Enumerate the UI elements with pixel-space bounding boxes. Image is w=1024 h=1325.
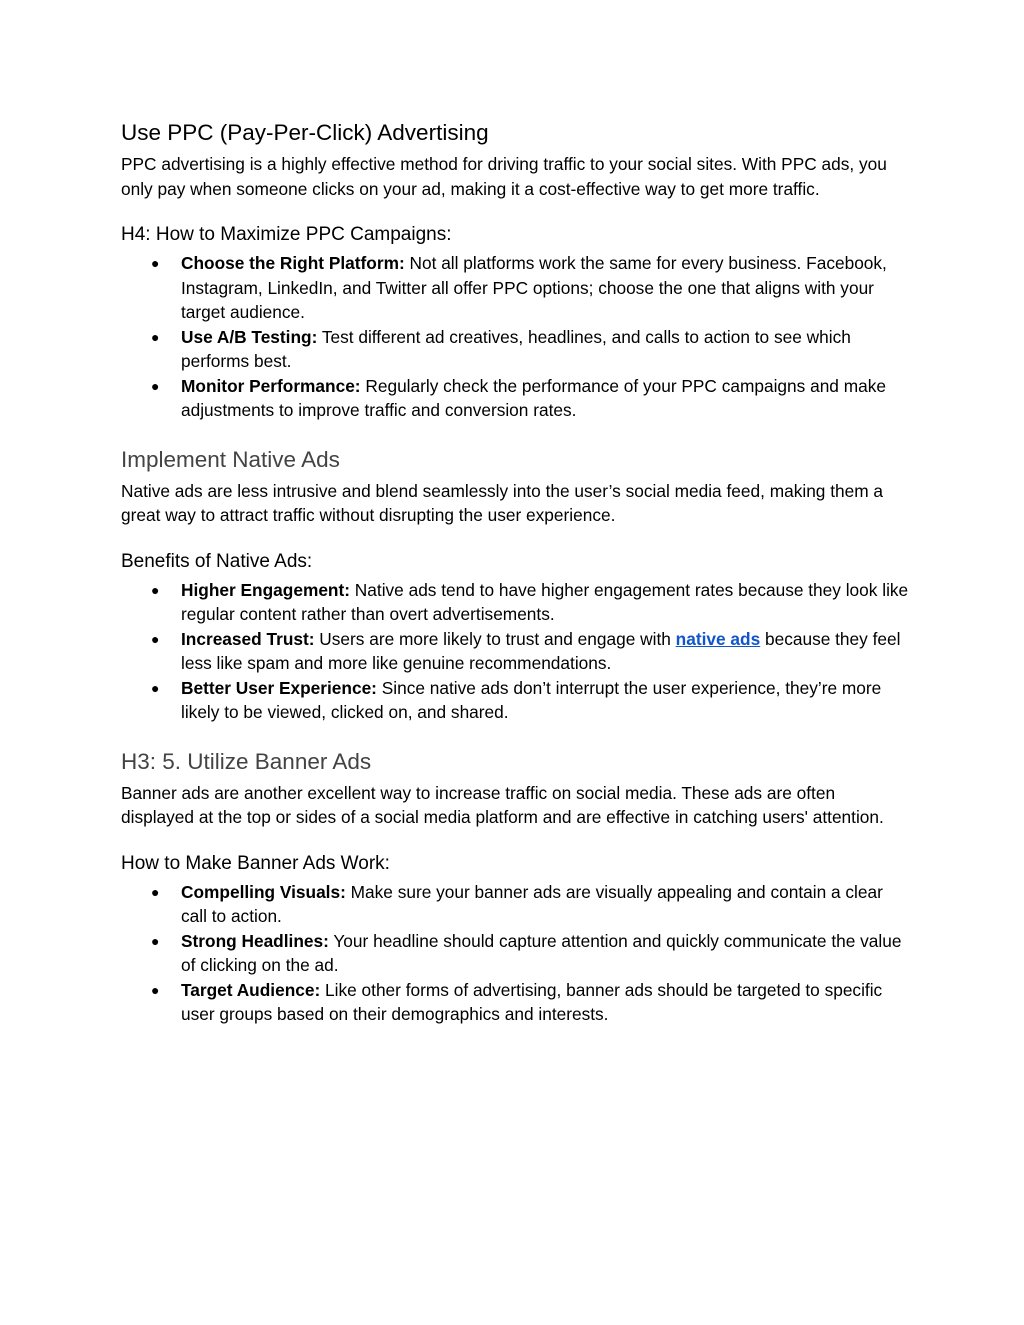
section-paragraph-banner-ads: Banner ads are another excellent way to increase traffic on social media. These ads are often displayed at the top or sides of a social media platform and are effective in catching users' attention. bbox=[121, 782, 884, 827]
bullet-icon: ● bbox=[151, 328, 160, 345]
item-text: Make sure your banner ads are visually appealing and contain a clear call to action. bbox=[181, 881, 883, 926]
item-text: Regularly check the performance of your PPC campaigns and make adjustments to improve traffic and conversion rates. bbox=[181, 375, 886, 420]
item-label: Increased Trust: bbox=[181, 628, 315, 649]
item-label: Better User Experience: bbox=[181, 677, 377, 698]
bullet-icon: ● bbox=[151, 932, 160, 949]
item-text: Your headline should capture attention and quickly communicate the value of clicking on the ad. bbox=[181, 930, 902, 975]
bullet-icon: ● bbox=[151, 679, 160, 696]
document-page bbox=[121, 118, 911, 1027]
item-label: Use A/B Testing: bbox=[181, 326, 318, 347]
list-item bbox=[121, 578, 911, 627]
list-item bbox=[121, 325, 911, 374]
item-label: Strong Headlines: bbox=[181, 930, 329, 951]
list-item bbox=[121, 676, 911, 725]
bullet-icon: ● bbox=[151, 630, 160, 647]
section-paragraph-ppc: PPC advertising is a highly effective method for driving traffic to your social sites. With PPC ads, you only pay when someone clicks on your ad, making it a cost-effective way to get more traffic. bbox=[121, 154, 887, 199]
section-heading-banner-ads: H3: 5. Utilize Banner Ads bbox=[121, 748, 372, 774]
section-heading-native-ads: Implement Native Ads bbox=[121, 446, 340, 472]
item-text: Not all platforms work the same for every business. Facebook, Instagram, LinkedIn, and Twitter all offer PPC options; choose the one that aligns with your target audience. bbox=[181, 253, 887, 322]
item-text: Test different ad creatives, headlines, and calls to action to see which performs best. bbox=[181, 326, 851, 371]
item-label: Higher Engagement: bbox=[181, 579, 350, 600]
item-label: Target Audience: bbox=[181, 979, 321, 1000]
section-heading-ppc: Use PPC (Pay-Per-Click) Advertising bbox=[121, 120, 489, 145]
item-text: Like other forms of advertising, banner ads should be targeted to specific user groups based on their demographics and interests. bbox=[181, 979, 883, 1024]
subheading-native-benefits: Benefits of Native Ads: bbox=[121, 550, 313, 572]
bullet-icon: ● bbox=[151, 255, 160, 271]
list-item bbox=[121, 929, 911, 978]
list-native-benefits bbox=[121, 578, 911, 725]
item-text: Native ads tend to have higher engagement rates because they look like regular content rather than overt advertisements. bbox=[181, 579, 909, 624]
bullet-icon: ● bbox=[151, 981, 160, 998]
list-ppc-tips bbox=[121, 251, 911, 423]
subheading-banner-work: How to Make Banner Ads Work: bbox=[121, 852, 390, 874]
bullet-icon: ● bbox=[151, 883, 160, 900]
list-item bbox=[121, 251, 911, 325]
item-label: Compelling Visuals: bbox=[181, 881, 346, 902]
item-text-after: because they feel less like spam and more like genuine recommendations. bbox=[181, 628, 901, 673]
bullet-icon: ● bbox=[151, 581, 160, 598]
item-text: Since native ads don’t interrupt the user experience, they’re more likely to be viewed, clicked on, and shared. bbox=[181, 677, 882, 722]
section-paragraph-native-ads: Native ads are less intrusive and blend seamlessly into the user’s social media feed, making them a great way to attract traffic without disrupting the user experience. bbox=[121, 480, 884, 525]
list-banner-tips bbox=[121, 880, 911, 1027]
list-item bbox=[121, 374, 911, 423]
item-label: Monitor Performance: bbox=[181, 375, 361, 396]
bullet-icon: ● bbox=[151, 377, 160, 394]
list-item bbox=[121, 880, 911, 929]
native-ads-link[interactable]: native ads bbox=[675, 628, 761, 649]
item-text-before: Users are more likely to trust and engage with bbox=[314, 628, 676, 649]
subheading-ppc-campaigns: H4: How to Maximize PPC Campaigns: bbox=[121, 224, 452, 245]
list-item bbox=[121, 627, 911, 676]
item-label: Choose the Right Platform: bbox=[181, 253, 405, 273]
list-item bbox=[121, 978, 911, 1027]
